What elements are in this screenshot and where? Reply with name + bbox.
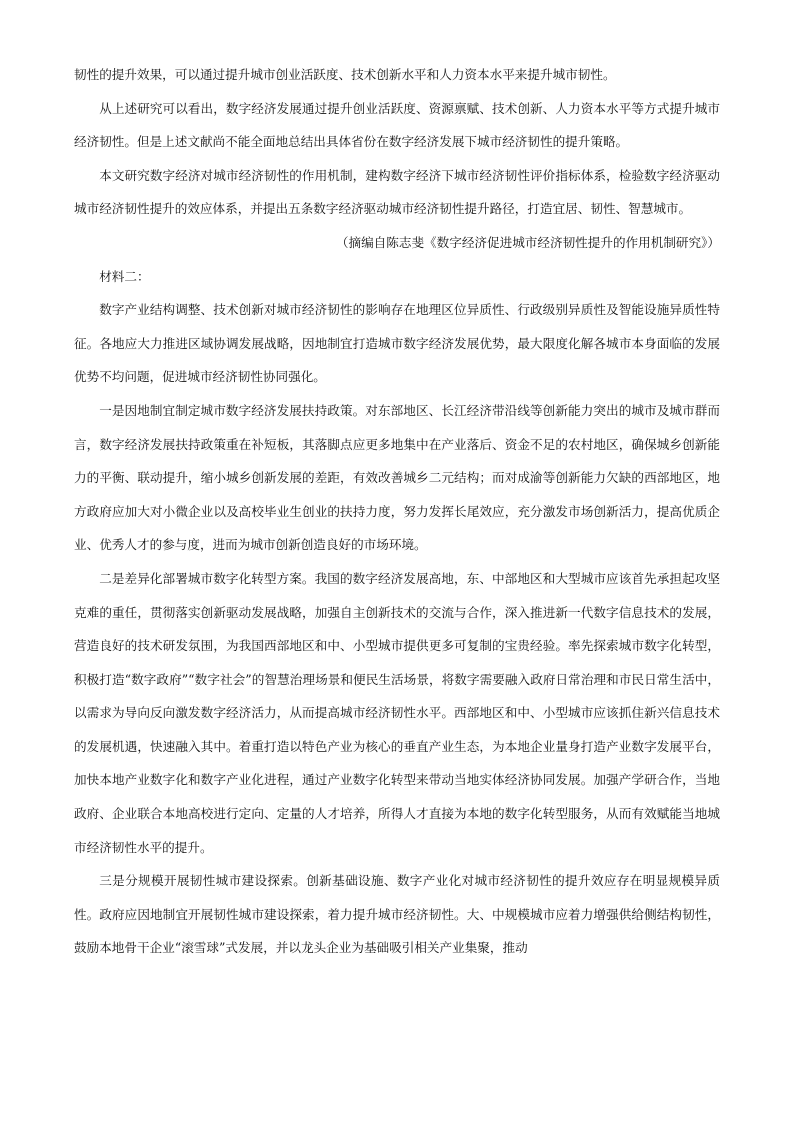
paragraph-continuation: 韧性的提升效果，可以通过提升城市创业活跃度、技术创新水平和人力资本水平来提升城市韧性。: [74, 67, 616, 82]
source-citation: （摘编自陈志斐《数字经济促进城市经济韧性提升的作用机制研究》）: [335, 234, 720, 250]
paragraph-heterogeneity: 数字产业结构调整、技术创新对城市经济韧性的影响存在地理区位异质性、行政级别异质性及智能设施异质性特征。各地应大力推进区域协调发展战略，因地制宜打造城市数字经济发展优势，最大限度化解各城市本身面临的发展优势不均问题，促进城市经济韧性协同强化。: [74, 302, 720, 385]
paragraph-research-summary: 从上述研究可以看出，数字经济发展通过提升创业活跃度、资源禀赋、技术创新、人力资本水平等方式提升城市经济韧性。但是上述文献尚不能全面地总结出具体省份在数字经济发展下城市经济韧性的提升策略。: [74, 100, 720, 150]
paragraph-point-one: 一是因地制宜制定城市数字经济发展扶持政策。对东部地区、长江经济带沿线等创新能力突出的城市及城市群而言，数字经济发展扶持政策重在补短板，其落脚点应更多地集中在产业落后、资金不足的农村地区，确保城乡创新能力的平衡、联动提升，缩小城乡创新发展的差距，有效改善城乡二元结构；而对成渝等创新能力欠缺的西部地区，地方政府应加大对小微企业以及高校毕业生创业的扶持力度，努力发挥长尾效应，充分激发市场创新活力，提高优质企业、优秀人才的参与度，进而为城市创新创造良好的市场环境。: [74, 402, 720, 553]
paragraph-point-three: 三是分规模开展韧性城市建设探索。创新基础设施、数字产业化对城市经济韧性的提升效应存在明显规模异质性。政府应因地制宜开展韧性城市建设探索，着力提升城市经济韧性。大、中规模城市应着力增强供给侧结构韧性，鼓励本地骨干企业“滚雪球”式发展，并以龙头企业为基础吸引相关产业集聚，推动: [74, 873, 720, 956]
paragraph-point-two: 二是差异化部署城市数字化转型方案。我国的数字经济发展高地，东、中部地区和大型城市应该首先承担起攻坚克难的重任，贯彻落实创新驱动发展战略，加强自主创新技术的交流与合作，深入推进新一代数字信息技术的发展，营造良好的技术研发氛围，为我国西部地区和中、小型城市提供更多可复制的宝贵经验。率先探索城市数字化转型，积极打造“数字政府”“数字社会”的智慧治理场景和便民生活场景，将数字需要融入政府日常治理和市民日常生活中，以需求为导向反向激发数字经济活力，从而提高城市经济韧性水平。西部地区和中、小型城市应该抓住新兴信息技术的发展机遇，快速融入其中。着重打造以特色产业为核心的垂直产业生态，为本地企业量身打造产业数字发展平台，加快本地产业数字化和数字产业化进程，通过产业数字化转型来带动当地实体经济协同发展。加强产学研合作，当地政府、企业联合本地高校进行定向、定量的人才培养，所得人才直接为本地的数字化转型服务，从而有效赋能当地城市经济韧性水平的提升。: [74, 570, 720, 855]
material-two-heading: 材料二：: [99, 268, 150, 284]
document-page: [74, 58, 720, 965]
paragraph-study-purpose: 本文研究数字经济对城市经济韧性的作用机制，建构数字经济下城市经济韧性评价指标体系，检验数字经济驱动城市经济韧性提升的效应体系，并提出五条数字经济驱动城市经济韧性提升路径，打造宜居、韧性、智慧城市。: [74, 167, 720, 217]
